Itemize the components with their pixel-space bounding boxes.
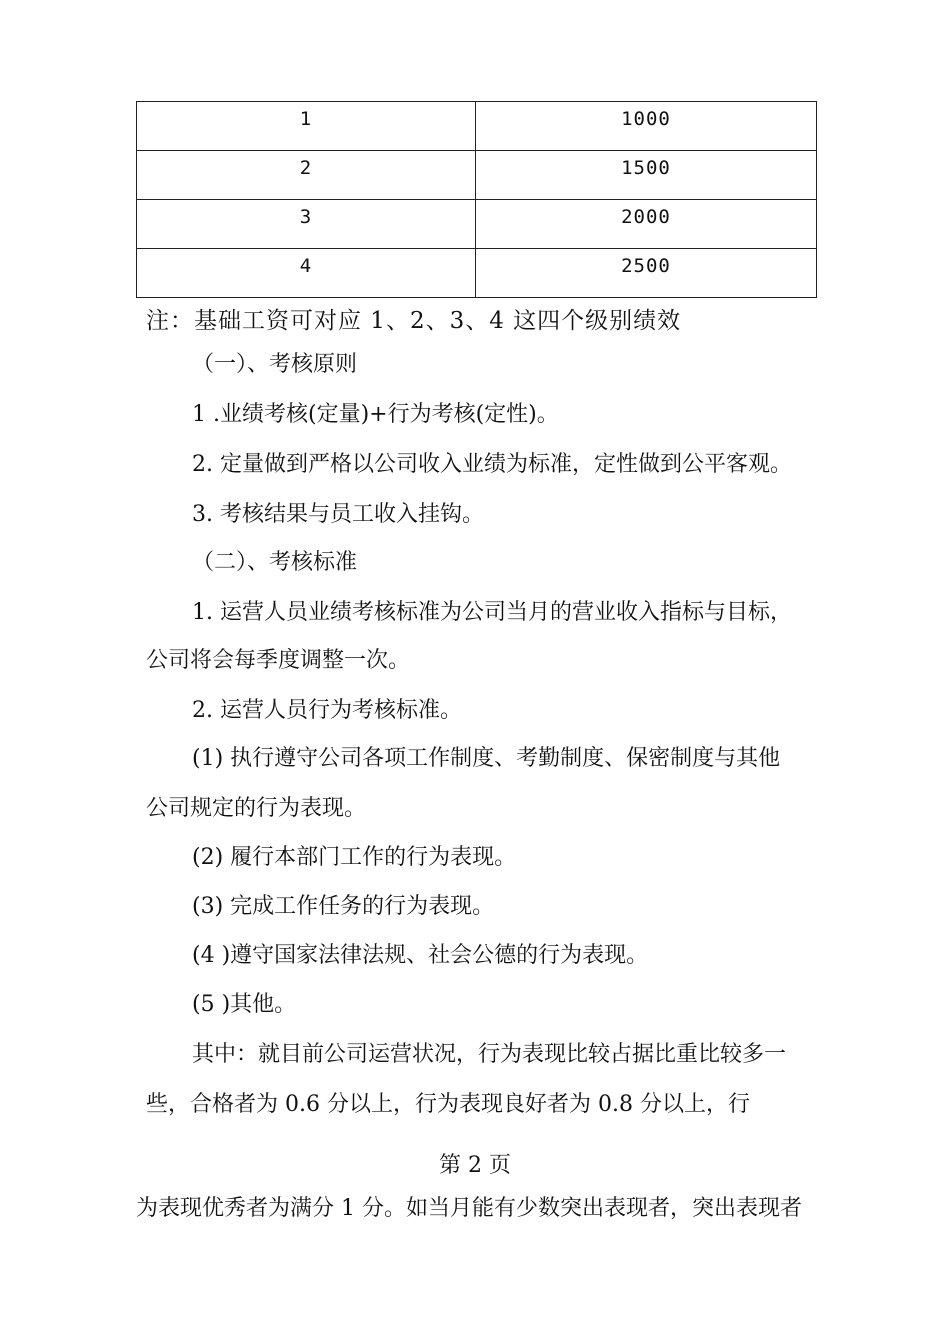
table-row bbox=[137, 102, 817, 151]
section-heading-principles: （一）、考核原则 bbox=[192, 352, 358, 377]
table-row bbox=[137, 151, 817, 200]
grade-table bbox=[136, 101, 817, 298]
paragraph: 1 .业绩考核(定量)+行为考核(定性)。 bbox=[192, 402, 559, 427]
amount-cell: 2000 bbox=[476, 200, 817, 249]
table-row bbox=[137, 249, 817, 298]
paragraph: 公司规定的行为表现。 bbox=[146, 796, 367, 821]
page-number: 第 2 页 bbox=[439, 1153, 511, 1178]
paragraph: (3) 完成工作任务的行为表现。 bbox=[192, 894, 495, 919]
amount-cell: 1500 bbox=[476, 151, 817, 200]
paragraph: 些，合格者为 0.6 分以上，行为表现良好者为 0.8 分以上，行 bbox=[146, 1092, 750, 1117]
paragraph: 2. 运营人员行为考核标准。 bbox=[192, 698, 462, 723]
level-cell: 1 bbox=[137, 102, 476, 151]
paragraph: 公司将会每季度调整一次。 bbox=[146, 648, 411, 673]
section-heading-standards: （二）、考核标准 bbox=[192, 550, 358, 575]
amount-cell: 2500 bbox=[476, 249, 817, 298]
table-row bbox=[137, 200, 817, 249]
paragraph: 为表现优秀者为满分 1 分。如当月能有少数突出表现者，突出表现者 bbox=[136, 1196, 802, 1221]
paragraph: (2) 履行本部门工作的行为表现。 bbox=[192, 845, 517, 870]
paragraph: 3. 考核结果与员工收入挂钩。 bbox=[192, 502, 484, 527]
table-note: 注：基础工资可对应 1、2、3、4 这四个级别绩效 bbox=[146, 308, 682, 334]
paragraph: (4 )遵守国家法律法规、社会公德的行为表现。 bbox=[192, 943, 649, 968]
paragraph: 1. 运营人员业绩考核标准为公司当月的营业收入指标与目标， bbox=[192, 600, 792, 625]
amount-cell: 1000 bbox=[476, 102, 817, 151]
level-cell: 3 bbox=[137, 200, 476, 249]
paragraph: 其中：就目前公司运营状况，行为表现比较占据比重比较多一 bbox=[192, 1042, 787, 1067]
paragraph: (5 )其他。 bbox=[192, 992, 297, 1017]
level-cell: 4 bbox=[137, 249, 476, 298]
level-cell: 2 bbox=[137, 151, 476, 200]
paragraph: 2. 定量做到严格以公司收入业绩为标准，定性做到公平客观。 bbox=[192, 452, 792, 477]
paragraph: (1) 执行遵守公司各项工作制度、考勤制度、保密制度与其他 bbox=[192, 746, 781, 771]
